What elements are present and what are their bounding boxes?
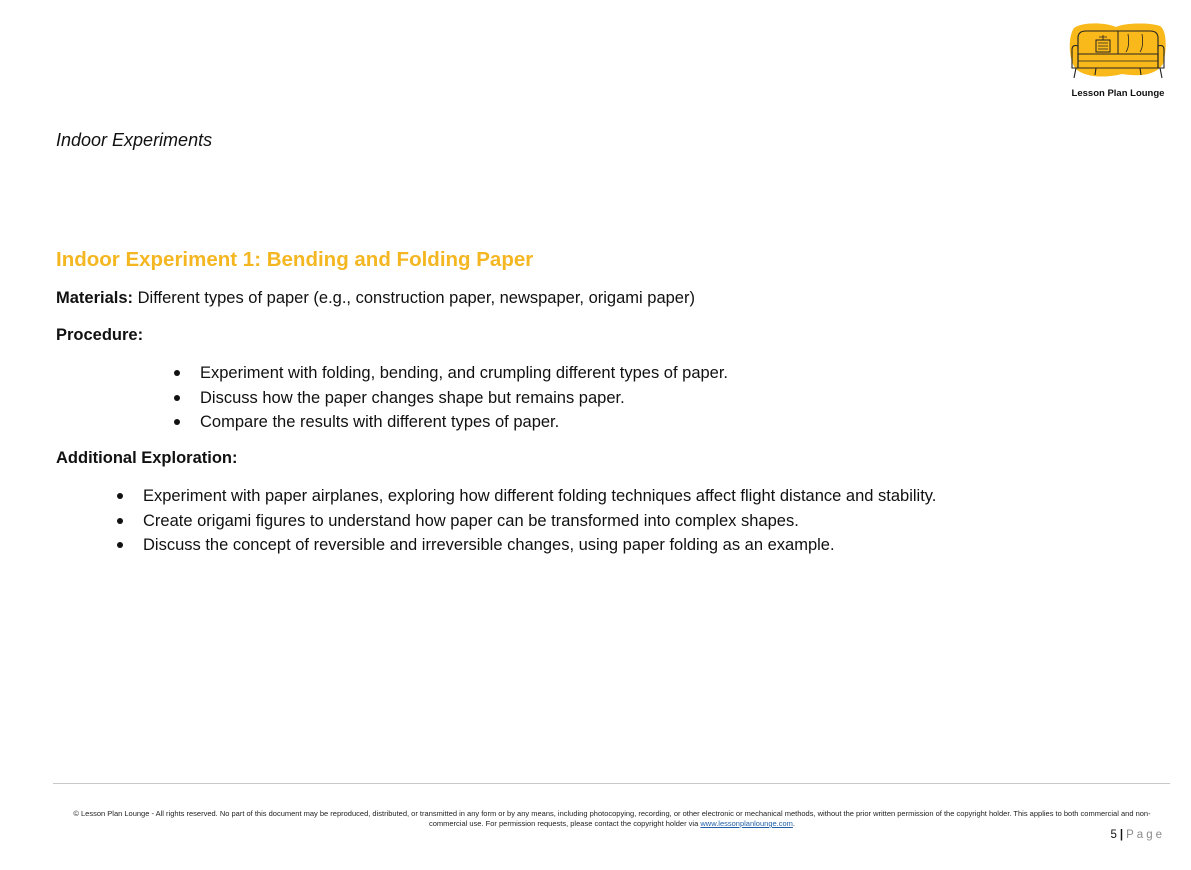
procedure-list: [200, 361, 728, 435]
copyright-notice: [56, 809, 1168, 829]
list-item-text: Create origami figures to understand how paper can be transformed into complex shapes.: [143, 511, 799, 530]
page-number: [1111, 829, 1165, 841]
list-item: [143, 484, 936, 509]
additional-exploration-label: Additional Exploration:: [56, 449, 238, 467]
bullet-icon: [117, 518, 123, 524]
bullet-icon: [174, 395, 180, 401]
footer-divider: [53, 783, 1170, 784]
experiment-heading: Indoor Experiment 1: Bending and Folding Paper: [56, 248, 534, 271]
section-title: Indoor Experiments: [56, 130, 213, 150]
website-link[interactable]: www.lessonplanlounge.com: [700, 819, 793, 828]
page-label: Page: [1126, 829, 1165, 841]
link-suffix: .: [792, 819, 796, 828]
list-item: [200, 361, 728, 386]
list-item-text: Discuss the concept of reversible and irreversible changes, using paper folding as an example.: [143, 536, 835, 554]
materials-text: Different types of paper (e.g., construction paper, newspaper, origami paper): [137, 289, 695, 307]
sofa-icon: [1066, 20, 1170, 86]
brand-logo: [1066, 20, 1170, 102]
list-item: [143, 509, 936, 534]
list-item-text: Discuss how the paper changes shape but remains paper.: [200, 388, 625, 407]
list-item: [200, 386, 728, 411]
list-item: [200, 410, 728, 435]
logo-text: Lesson Plan Lounge: [1071, 88, 1165, 99]
list-item-text: Experiment with paper airplanes, exploring how different folding techniques affect flight distance and stability.: [143, 487, 937, 505]
list-item: [143, 533, 936, 558]
list-item-text: Compare the results with different types of paper.: [200, 413, 560, 431]
additional-exploration-list: [143, 484, 936, 558]
materials-label: Materials:: [56, 289, 134, 307]
bullet-icon: [117, 493, 123, 499]
bullet-icon: [174, 419, 180, 425]
page-separator: |: [1119, 829, 1124, 841]
list-item-text: Experiment with folding, bending, and crumpling different types of paper.: [200, 364, 729, 382]
page-number-value: 5: [1110, 829, 1117, 841]
materials-line: [56, 289, 695, 308]
bullet-icon: [117, 542, 123, 548]
procedure-label: Procedure:: [56, 326, 144, 344]
copyright-text: © Lesson Plan Lounge - All rights reserved. No part of this document may be reproduced, distributed, or transmitted in any form or by any means, including photocopying, recording, or other electronic or mechanical methods, without the prior written permission of the copyright holder. This applies to both commercial and non-commercial use. For permission requests, please contact the copyright holder via: [73, 809, 1151, 828]
bullet-icon: [174, 370, 180, 376]
